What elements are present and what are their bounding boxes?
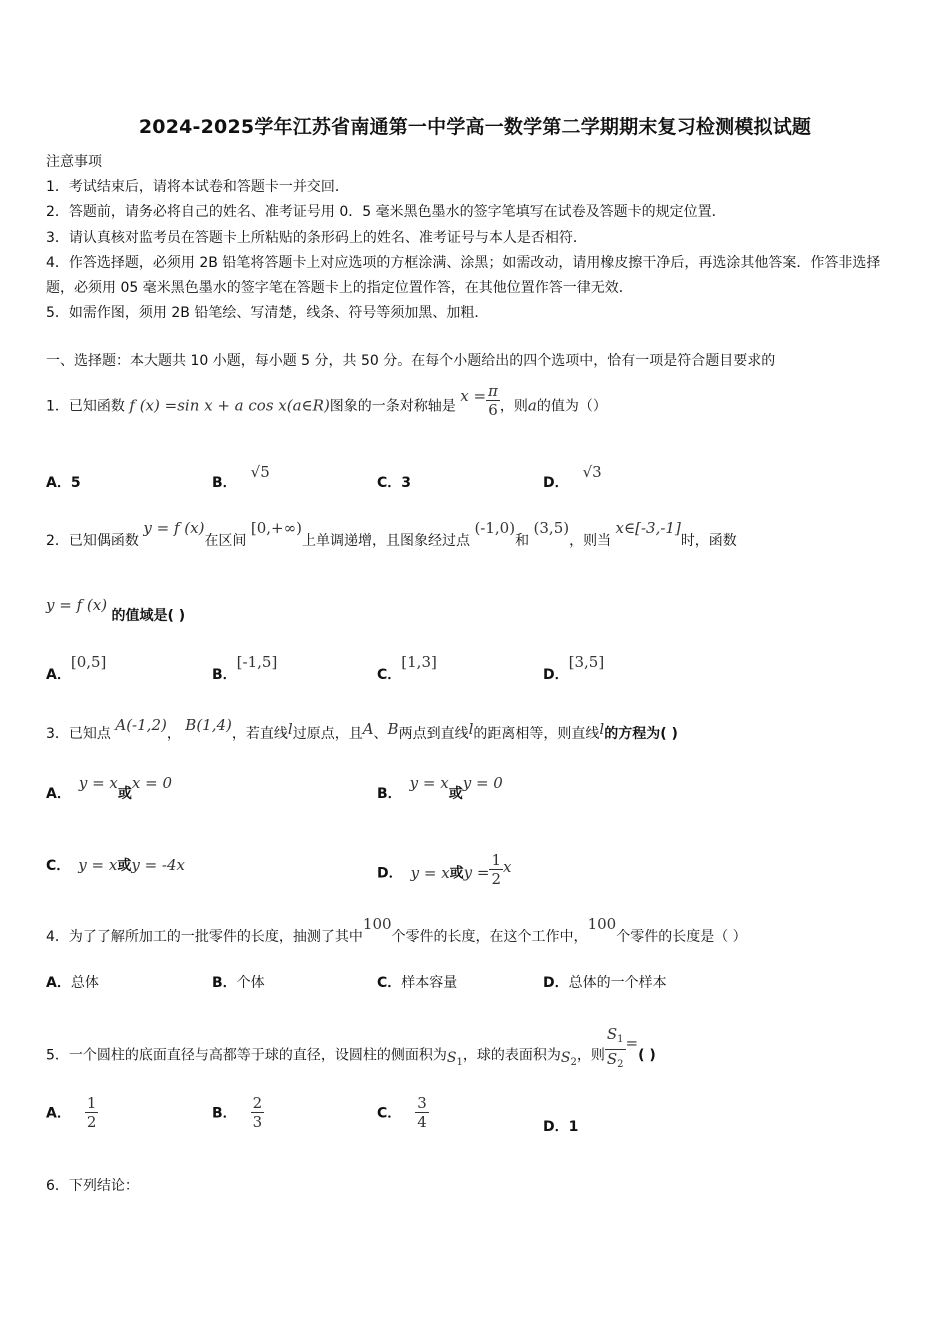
or-text: 或 — [448, 786, 463, 802]
option-b[interactable] — [377, 774, 503, 803]
option-label: D． — [377, 865, 403, 882]
option-a[interactable] — [46, 972, 99, 992]
option-label: A． — [46, 1105, 71, 1122]
math-var: l — [468, 720, 474, 738]
math-expr: B(1,4) — [185, 716, 232, 734]
math-symbol: S — [560, 1049, 571, 1066]
q-text: 已知点 — [68, 726, 111, 742]
option-label: D． — [543, 667, 569, 683]
q-text: 在区间 — [204, 533, 247, 549]
option-label: D． — [543, 975, 569, 991]
option-fraction — [251, 1094, 265, 1131]
math-number: 100 — [587, 915, 617, 933]
option-label: A． — [46, 786, 71, 802]
math-fraction — [489, 851, 503, 888]
math-number: 100 — [362, 915, 392, 933]
question-4 — [46, 915, 747, 946]
math-expr: y = f (x) — [46, 596, 108, 614]
math-var — [561, 1050, 577, 1066]
option-a[interactable] — [46, 1094, 98, 1131]
q-text: 下列结论： — [68, 1178, 139, 1194]
option-d[interactable] — [543, 653, 605, 684]
option-value: 个体 — [236, 975, 265, 991]
numerator: 1 — [86, 1094, 97, 1112]
option-value: [1,3] — [401, 653, 437, 671]
q-text: 过原点，且 — [292, 726, 363, 742]
option-value: 总体 — [70, 975, 99, 991]
question-3 — [46, 716, 678, 743]
math-symbol: S — [606, 1025, 618, 1043]
option-value: 3 — [401, 475, 412, 491]
note-item: 4．作答选择题，必须用 2B 铅笔将答题卡上对应选项的方框涂满、涂黑；如需改动，请用橡皮擦干净后，再选涂其他答案．作答非选择题，必须用 05 毫米黑色墨水的签字笔在答题卡上的指定位置作答，在其他位置作答一律无效． — [46, 254, 881, 297]
q-text: 的值域是( ) — [111, 608, 186, 624]
page-title: 2024-2025学年江苏省南通第一中学高一数学第二学期期末复习检测模拟试题 — [138, 116, 812, 138]
q-text: 的距离相等，则直线 — [473, 726, 600, 742]
q-text: ，球的表面积为 — [462, 1047, 561, 1064]
math-var — [447, 1050, 463, 1066]
option-c[interactable] — [377, 653, 437, 684]
math-symbol: = — [625, 1033, 639, 1052]
option-a[interactable] — [46, 774, 172, 803]
denominator: 2 — [491, 870, 502, 888]
option-d[interactable] — [377, 851, 512, 892]
option-label: A． — [46, 975, 71, 991]
question-6 — [46, 1175, 139, 1195]
option-value: √3 — [582, 463, 602, 481]
option-label: A． — [46, 475, 71, 491]
numerator: 2 — [252, 1094, 263, 1112]
q-text: 时，函数 — [680, 533, 737, 549]
option-value: y = -4x — [131, 856, 185, 874]
option-label: B． — [212, 475, 237, 491]
question-number: 3． — [46, 726, 69, 742]
math-expr: (3,5) — [533, 519, 570, 537]
option-value: √5 — [250, 463, 270, 481]
option-label: C． — [377, 475, 402, 491]
q-text: 个零件的长度是（ ） — [616, 929, 747, 945]
option-value: y = x — [78, 774, 118, 792]
option-label: D． — [543, 1119, 569, 1135]
q-text: 上单调递增，且图象经过点 — [301, 533, 470, 549]
q-text: 两点到直线 — [398, 726, 469, 742]
question-number: 2． — [46, 533, 69, 549]
math-expr: x∈[-3,-1] — [615, 519, 681, 537]
option-label: C． — [377, 667, 402, 683]
q-text: 和 — [515, 533, 530, 549]
q-text: 为了了解所加工的一批零件的长度，抽测了其中 — [68, 929, 363, 945]
question-5 — [46, 1025, 656, 1080]
q-text: ，则 — [576, 1047, 605, 1064]
option-label: C． — [377, 1105, 402, 1122]
option-value: y = x — [409, 774, 449, 792]
option-d[interactable] — [543, 1116, 578, 1136]
question-1 — [46, 382, 607, 425]
numerator: 1 — [491, 851, 502, 869]
question-2 — [46, 519, 737, 550]
option-value: [0,5] — [70, 653, 107, 671]
option-a[interactable] — [46, 472, 81, 492]
numerator: 3 — [417, 1094, 427, 1112]
q-text: 已知偶函数 — [68, 533, 139, 549]
q-text: 、 — [373, 726, 388, 742]
math-var: a — [527, 396, 537, 415]
option-label: B． — [377, 786, 402, 802]
option-b[interactable] — [212, 1094, 264, 1131]
math-fraction — [605, 1025, 626, 1074]
notes-block — [46, 150, 908, 326]
q-text: 图象的一条对称轴是 — [329, 398, 456, 415]
q-text: ，则当 — [569, 533, 612, 549]
note-item: 2．答题前，请务必将自己的姓名、准考证号用 0．5 毫米黑色墨水的签字笔填写在试卷及答题卡的规定位置． — [46, 204, 726, 221]
q-text: 的方程为( ) — [604, 726, 678, 742]
option-label: C． — [46, 858, 71, 874]
q-text: 个零件的长度，在这个工作中， — [391, 929, 588, 945]
or-text: 或 — [117, 858, 132, 874]
option-b[interactable] — [212, 653, 278, 684]
option-label: D． — [543, 475, 569, 491]
q-text: 一个圆柱的底面直径与高都等于球的直径，设圆柱的侧面积为 — [68, 1047, 447, 1064]
option-b[interactable] — [212, 463, 270, 492]
math-var: l — [287, 720, 293, 738]
option-fraction — [85, 1094, 99, 1131]
option-d[interactable] — [543, 972, 667, 992]
question-number: 6． — [46, 1178, 69, 1194]
q-text: 的值为（） — [536, 398, 607, 415]
option-fraction — [415, 1094, 429, 1131]
q-text: 已知函数 — [68, 398, 125, 415]
option-value: y = x — [78, 856, 118, 874]
question-number: 5． — [46, 1047, 69, 1064]
or-text: 或 — [117, 786, 132, 802]
note-item: 5．如需作图，须用 2B 铅笔绘、写清楚，线条、符号等须加黑、加粗． — [46, 305, 489, 322]
q-text: ， — [166, 726, 181, 742]
math-expr: A(-1,2) — [115, 716, 167, 734]
math-expr: (-1,0) — [474, 519, 516, 537]
numerator: π — [488, 382, 498, 400]
option-value: [3,5] — [568, 653, 605, 671]
option-b[interactable] — [212, 972, 265, 992]
option-c[interactable] — [377, 1094, 429, 1131]
option-value: y = — [463, 863, 490, 882]
option-d[interactable] — [543, 463, 602, 492]
question-2-cont — [46, 596, 186, 625]
denominator: 2 — [86, 1113, 97, 1131]
subscript: 1 — [617, 1034, 624, 1045]
math-var: B — [387, 720, 399, 738]
notes-heading: 注意事项 — [46, 154, 102, 170]
q-text: ( ) — [638, 1047, 656, 1064]
option-c[interactable] — [377, 972, 457, 992]
option-value: x = 0 — [131, 774, 172, 792]
note-item: 1．考试结束后，请将本试卷和答题卡一并交回． — [46, 179, 349, 196]
option-label: C． — [377, 975, 402, 991]
q-text: ，若直线 — [231, 726, 288, 742]
math-symbol: S — [446, 1049, 457, 1066]
option-c[interactable] — [46, 855, 185, 875]
option-value: y = x — [410, 863, 450, 882]
option-value: 1 — [568, 1119, 579, 1135]
note-item: 3．请认真核对监考员在答题卡上所粘贴的条形码上的姓名、准考证号与本人是否相符． — [46, 229, 587, 246]
math-var: l — [599, 720, 605, 738]
subscript: 2 — [570, 1056, 577, 1068]
q-text: ，则 — [499, 398, 528, 415]
option-value: x — [503, 857, 512, 876]
question-number: 4． — [46, 929, 69, 945]
denominator: 4 — [417, 1113, 427, 1131]
option-value: 样本容量 — [401, 975, 458, 991]
subscript: 2 — [617, 1059, 624, 1070]
option-a[interactable] — [46, 653, 107, 684]
math-expr: x = — [460, 386, 487, 405]
option-label: B． — [212, 1105, 237, 1122]
math-var: A — [362, 720, 374, 738]
option-label: A． — [46, 667, 71, 683]
math-expr: y = f (x) — [143, 519, 205, 537]
or-text: 或 — [449, 865, 464, 882]
math-expr: [0,+∞) — [250, 519, 302, 537]
math-fraction — [486, 382, 500, 419]
math-expr: f (x) =sin x + a cos x(a∈R) — [129, 396, 330, 415]
option-value: y = 0 — [462, 774, 503, 792]
option-value: 5 — [70, 475, 81, 491]
option-label: B． — [212, 975, 237, 991]
math-symbol: S — [606, 1050, 618, 1068]
section-heading: 一、选择题：本大题共 10 小题，每小题 5 分，共 50 分。在每个小题给出的四个选项中，恰有一项是符合题目要求的 — [46, 353, 776, 369]
denominator: 3 — [252, 1113, 263, 1131]
option-c[interactable] — [377, 472, 411, 492]
subscript: 1 — [456, 1056, 463, 1068]
option-value: [-1,5] — [236, 653, 278, 671]
option-value: 总体的一个样本 — [568, 975, 667, 991]
option-label: B． — [212, 667, 237, 683]
denominator: 6 — [488, 401, 498, 419]
question-number: 1． — [46, 398, 69, 415]
